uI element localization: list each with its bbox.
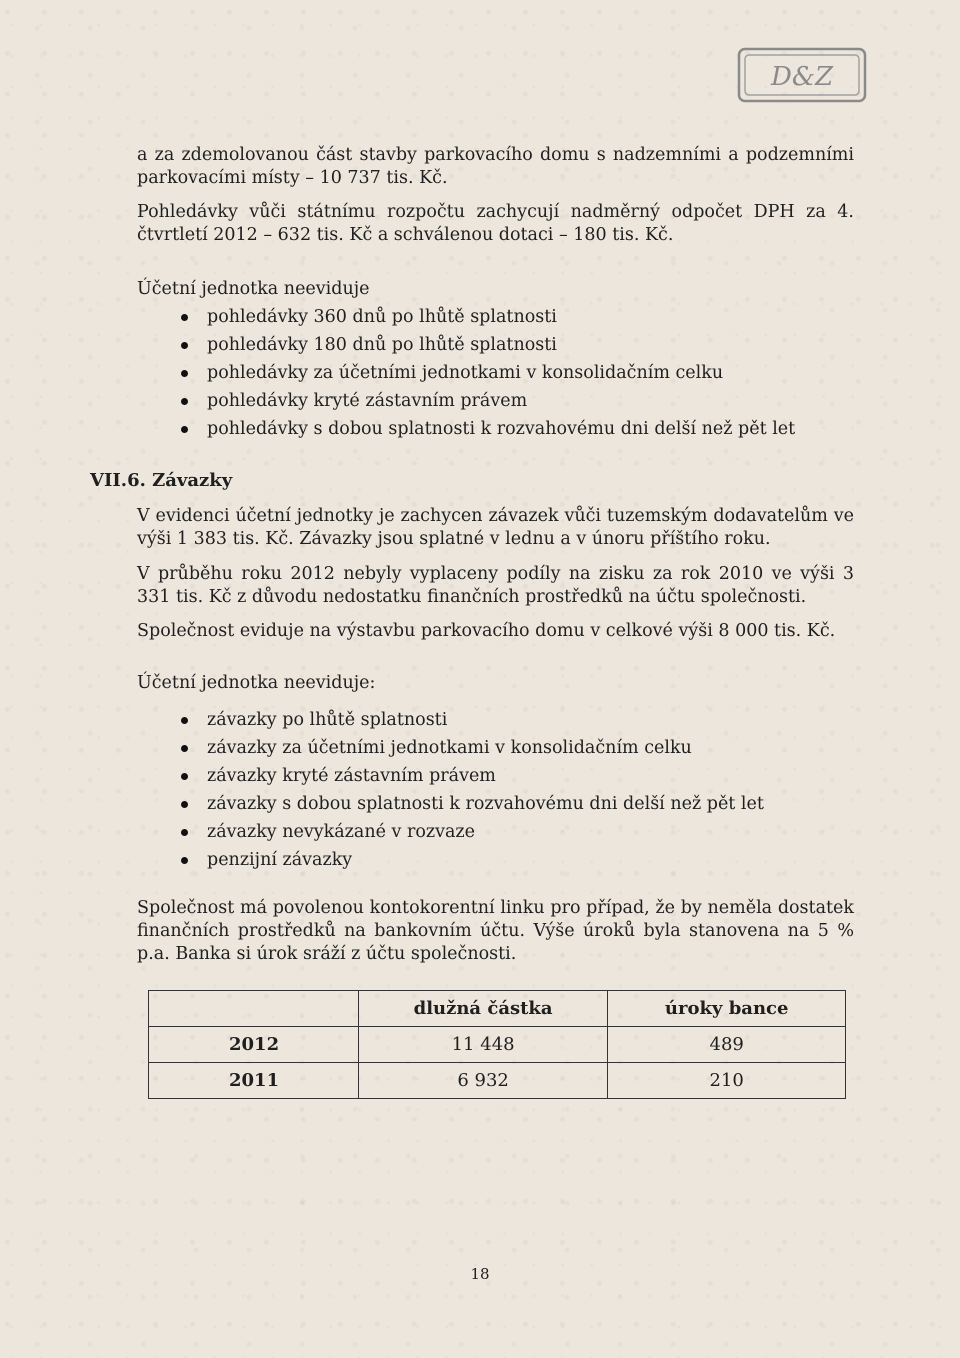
bullet-icon bbox=[181, 370, 188, 377]
bullet-icon bbox=[181, 773, 188, 780]
table-cell: 489 bbox=[608, 1027, 846, 1063]
bullet-icon bbox=[181, 829, 188, 836]
paragraph-dividends: V průběhu roku 2012 nebyly vyplaceny podíly na zisku za rok 2010 ve výši 3 331 tis. Kč z důvodu nedostatku finančních prostředků na účtu společnosti. bbox=[137, 564, 854, 607]
section-heading: VII.6. Závazky bbox=[90, 470, 233, 491]
list-item: závazky kryté zástavním právem bbox=[137, 762, 764, 790]
list-item: závazky za účetními jednotkami v konsolidačním celku bbox=[137, 734, 764, 762]
table-cell: 6 932 bbox=[358, 1063, 608, 1099]
table-header-row bbox=[149, 991, 846, 1027]
table-cell: 11 448 bbox=[358, 1027, 608, 1063]
table-row bbox=[149, 1027, 846, 1063]
bullet-icon bbox=[181, 342, 188, 349]
paragraph-suppliers: V evidenci účetní jednotky je zachycen závazek vůči tuzemským dodavatelům ve výši 1 383 tis. Kč. Závazky jsou splatné v lednu a v únoru příštího roku. bbox=[137, 506, 854, 549]
list-item: pohledávky s dobou splatnosti k rozvahovému dni delší než pět let bbox=[137, 415, 795, 443]
table-cell-year: 2012 bbox=[149, 1027, 359, 1063]
receivables-list bbox=[137, 303, 795, 443]
list-item: penzijní závazky bbox=[137, 846, 764, 874]
table-header-cell: úroky bance bbox=[608, 991, 846, 1027]
list-item: pohledávky 180 dnů po lhůtě splatnosti bbox=[137, 331, 795, 359]
bullet-icon bbox=[181, 745, 188, 752]
liabilities-intro: Účetní jednotka neeviduje: bbox=[137, 673, 376, 693]
list-item: pohledávky kryté zástavním právem bbox=[137, 387, 795, 415]
bullet-icon bbox=[181, 717, 188, 724]
table-cell: 210 bbox=[608, 1063, 846, 1099]
bullet-icon bbox=[181, 426, 188, 433]
list-item: závazky nevykázané v rozvaze bbox=[137, 818, 764, 846]
bullet-icon bbox=[181, 398, 188, 405]
table-row bbox=[149, 1063, 846, 1099]
list-item: závazky po lhůtě splatnosti bbox=[137, 706, 764, 734]
list-item: závazky s dobou splatnosti k rozvahovému dni delší než pět let bbox=[137, 790, 764, 818]
paragraph-state-receivables: Pohledávky vůči státnímu rozpočtu zachycují nadměrný odpočet DPH za 4. čtvrtletí 2012 – 632 tis. Kč a schválenou dotaci – 180 tis. Kč. bbox=[137, 202, 854, 245]
paragraph-overdraft: Společnost má povolenou kontokorentní linku pro případ, že by neměla dostatek finančních prostředků na bankovním účtu. Výše úroků byla stanovena na 5 % p.a. Banka si úrok sráží z účtu společnosti. bbox=[137, 898, 854, 964]
receivables-intro: Účetní jednotka neeviduje bbox=[137, 279, 370, 299]
svg-text:D&Z: D&Z bbox=[770, 62, 834, 92]
table-cell-year: 2011 bbox=[149, 1063, 359, 1099]
bullet-icon bbox=[181, 801, 188, 808]
paragraph-parking-construction: Společnost eviduje na výstavbu parkovacího domu v celkové výši 8 000 tis. Kč. bbox=[137, 621, 836, 641]
list-item: pohledávky 360 dnů po lhůtě splatnosti bbox=[137, 303, 795, 331]
bullet-icon bbox=[181, 314, 188, 321]
list-item: pohledávky za účetními jednotkami v konsolidačním celku bbox=[137, 359, 795, 387]
liabilities-list bbox=[137, 706, 764, 874]
paragraph-demolition: a za zdemolovanou část stavby parkovacího domu s nadzemními a podzemními parkovacími místy – 10 737 tis. Kč. bbox=[137, 145, 854, 188]
table-header-cell bbox=[149, 991, 359, 1027]
company-logo bbox=[736, 46, 868, 104]
page-number: 18 bbox=[470, 1265, 490, 1283]
bullet-icon bbox=[181, 857, 188, 864]
interest-table bbox=[148, 990, 846, 1099]
table-header-cell: dlužná částka bbox=[358, 991, 608, 1027]
